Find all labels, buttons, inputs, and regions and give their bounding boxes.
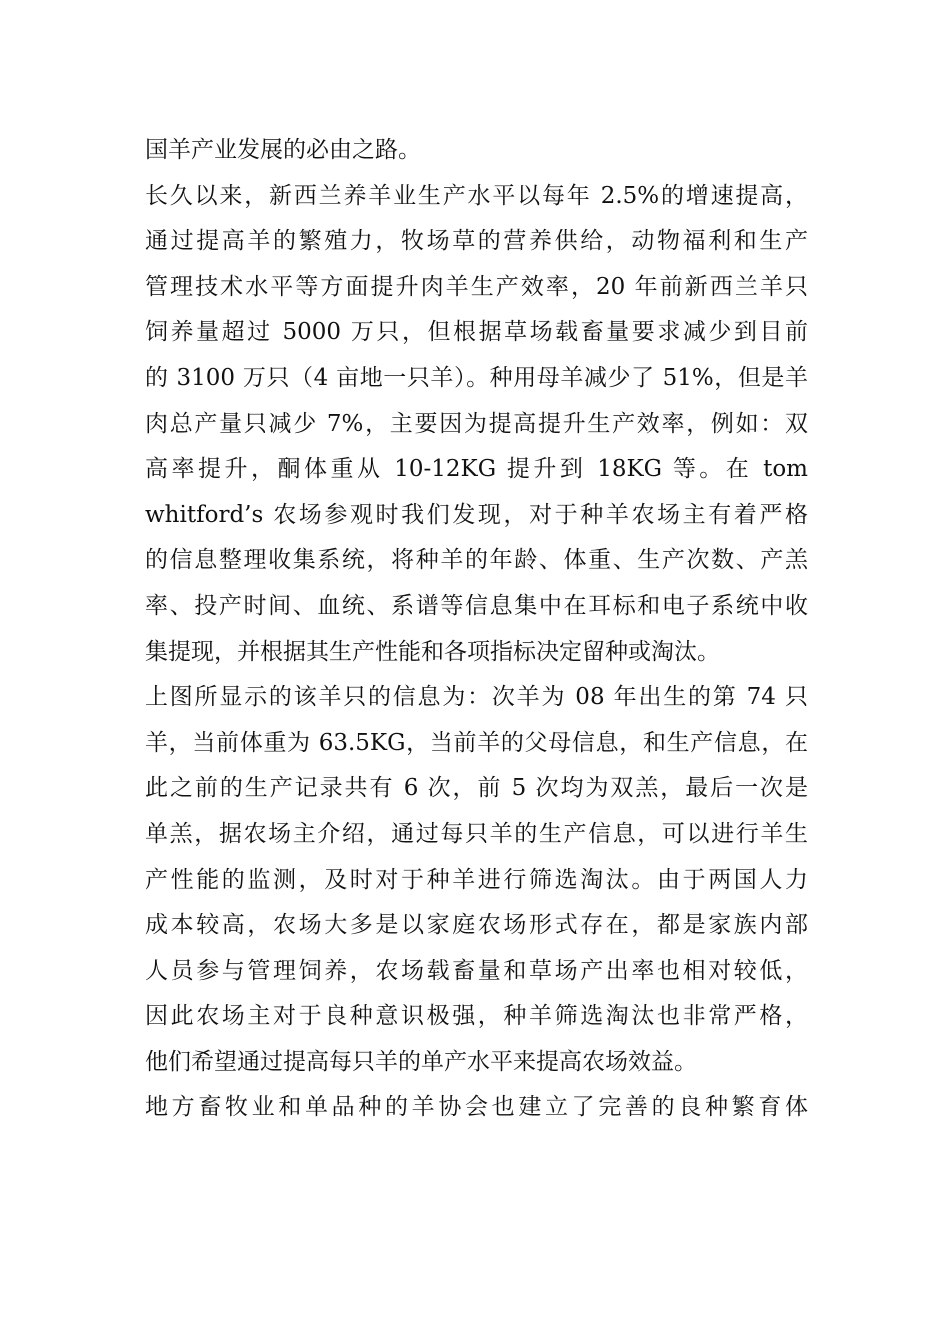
text-line: 率、投产时间、血统、系谱等信息集中在耳标和电子系统中收 bbox=[145, 592, 808, 619]
text-line: 羊，当前体重为 63.5KG，当前羊的父母信息，和生产信息，在 bbox=[145, 729, 808, 756]
text-line: 上图所显示的该羊只的信息为：次羊为 08 年出生的第 74 只 bbox=[145, 684, 808, 711]
text-line: 通过提高羊的繁殖力，牧场草的营养供给，动物福利和生产 bbox=[145, 228, 808, 255]
text-line: 的信息整理收集系统，将种羊的年龄、体重、生产次数、产羔 bbox=[145, 547, 808, 574]
text-line: 的 3100 万只（4 亩地一只羊）。种用母羊减少了 51%，但是羊 bbox=[145, 364, 808, 391]
text-line: 高率提升，酮体重从 10-12KG 提升到 18KG 等。在 tom bbox=[145, 456, 808, 483]
text-line: 成本较高，农场大多是以家庭农场形式存在，都是家族内部 bbox=[145, 912, 808, 939]
text-line: 产性能的监测，及时对于种羊进行筛选淘汰。由于两国人力 bbox=[145, 866, 808, 893]
text-line: 管理技术水平等方面提升肉羊生产效率，20 年前新西兰羊只 bbox=[145, 273, 808, 300]
text-line: 此之前的生产记录共有 6 次，前 5 次均为双羔，最后一次是 bbox=[145, 775, 808, 802]
text-line: 单羔，据农场主介绍，通过每只羊的生产信息，可以进行羊生 bbox=[145, 820, 808, 847]
text-line: 他们希望通过提高每只羊的单产水平来提高农场效益。 bbox=[145, 1048, 697, 1075]
body-text bbox=[145, 128, 808, 1131]
text-line: 肉总产量只减少 7%，主要因为提高提升生产效率，例如：双 bbox=[145, 410, 808, 437]
text-line: 人员参与管理饲养，农场载畜量和草场产出率也相对较低， bbox=[145, 957, 808, 984]
text-line: 因此农场主对于良种意识极强，种羊筛选淘汰也非常严格， bbox=[145, 1003, 808, 1030]
text-line: 地方畜牧业和单品种的羊协会也建立了完善的良种繁育体 bbox=[145, 1094, 808, 1121]
text-line: whitford’s 农场参观时我们发现，对于种羊农场主有着严格 bbox=[145, 501, 808, 528]
text-line: 国羊产业发展的必由之路。 bbox=[145, 137, 421, 163]
text-line: 饲养量超过 5000 万只，但根据草场载畜量要求减少到目前 bbox=[145, 319, 808, 346]
text-line: 集提现，并根据其生产性能和各项指标决定留种或淘汰。 bbox=[145, 638, 720, 665]
text-line: 长久以来，新西兰养羊业生产水平以每年 2.5%的增速提高， bbox=[145, 182, 808, 209]
